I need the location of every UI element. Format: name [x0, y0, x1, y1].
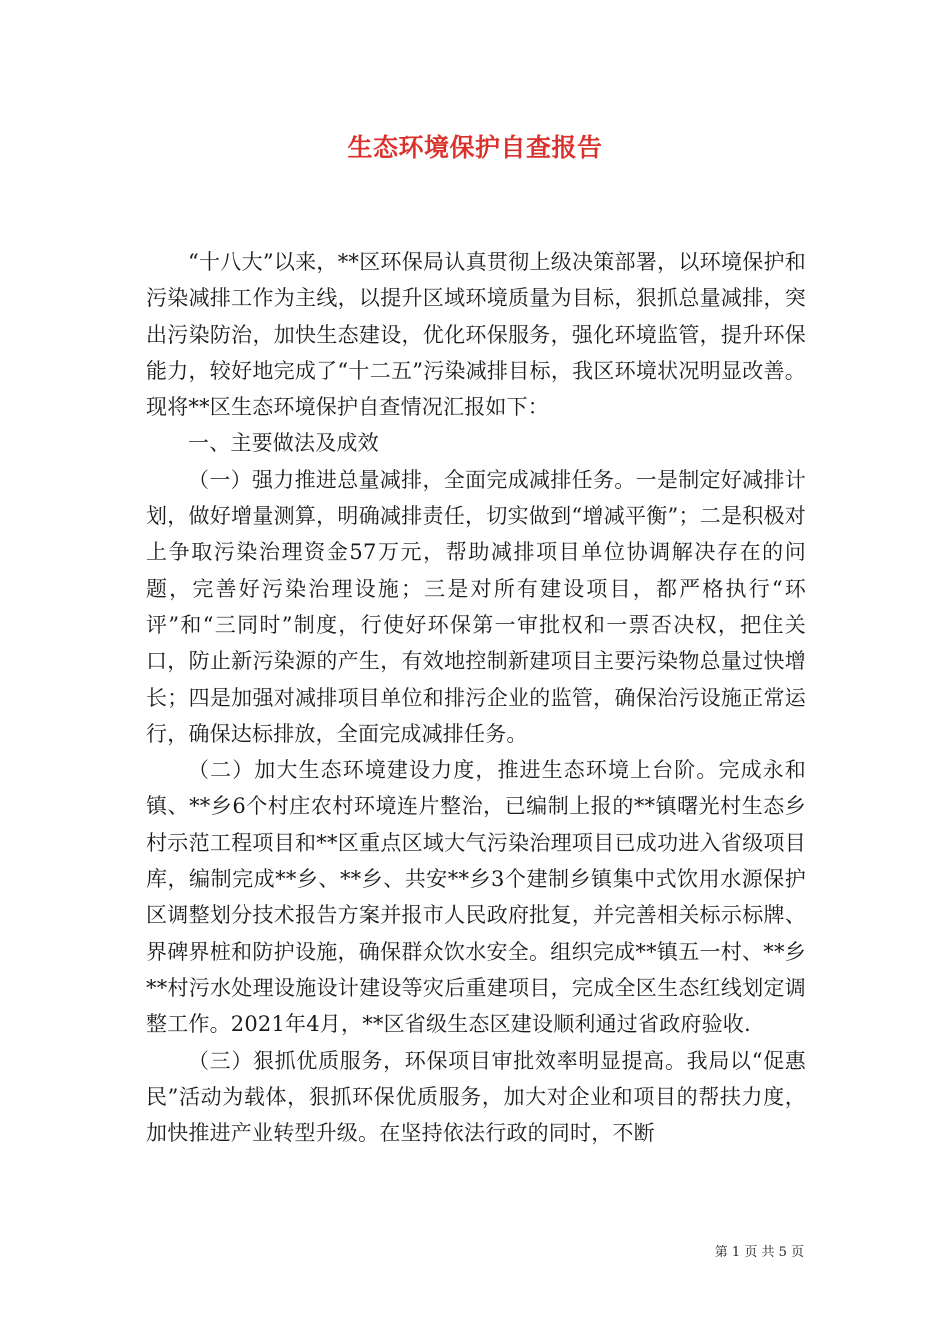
body-paragraph: （三）狠抓优质服务，环保项目审批效率明显提高。我局以“促惠民”活动为载体，狠抓环保优质服务，加大对企业和项目的帮扶力度，加快推进产业转型升级。在坚持依法行政的同时，不断 [146, 1048, 806, 1146]
document-title: 生态环境保护自查报告 [347, 133, 603, 162]
intro-paragraph: “十八大”以来，**区环保局认真贯彻上级决策部署，以环境保护和污染减排工作为主线，以提升区域环境质量为目标，狠抓总量减排，突出污染防治，加快生态建设，优化环保服务，强化环境监管，提升环保能力，较好地完成了“十二五”污染减排目标，我区环境状况明显改善。现将**区生态环境保护自查情况汇报如下： [146, 250, 806, 420]
body-paragraph: （二）加大生态环境建设力度，推进生态环境上台阶。完成永和镇、**乡6个村庄农村环境连片整治，已编制上报的**镇曙光村生态乡村示范工程项目和**区重点区域大气污染治理项目已成功进入省级项目库，编制完成**乡、**乡、共安**乡3个建制乡镇集中式饮用水源保护区调整划分技术报告方案并报市人民政府批复，并完善相关标示标牌、界碑界桩和防护设施，确保群众饮水安全。组织完成**镇五一村、**乡**村污水处理设施设计建设等灾后重建项目，完成全区生态红线划定调整工作。2021年4月，**区省级生态区建设顺利通过省政府验收. [146, 758, 806, 1037]
document-body [146, 244, 806, 1151]
page-indicator: 第 1 页 共 5 页 [714, 1245, 804, 1260]
body-paragraph: （一）强力推进总量减排，全面完成减排任务。一是制定好减排计划，做好增量测算，明确减排责任，切实做到“增减平衡”；二是积极对上争取污染治理资金57万元，帮助减排项目单位协调解决存在的问题，完善好污染治理设施；三是对所有建设项目，都严格执行“环评”和“三同时”制度，行使好环保第一审批权和一票否决权，把住关口，防止新污染源的产生，有效地控制新建项目主要污染物总量过快增长；四是加强对减排项目单位和排污企业的监管，确保治污设施正常运行，确保达标排放，全面完成减排任务。 [146, 467, 806, 746]
section-heading: 一、主要做法及成效 [188, 431, 379, 456]
